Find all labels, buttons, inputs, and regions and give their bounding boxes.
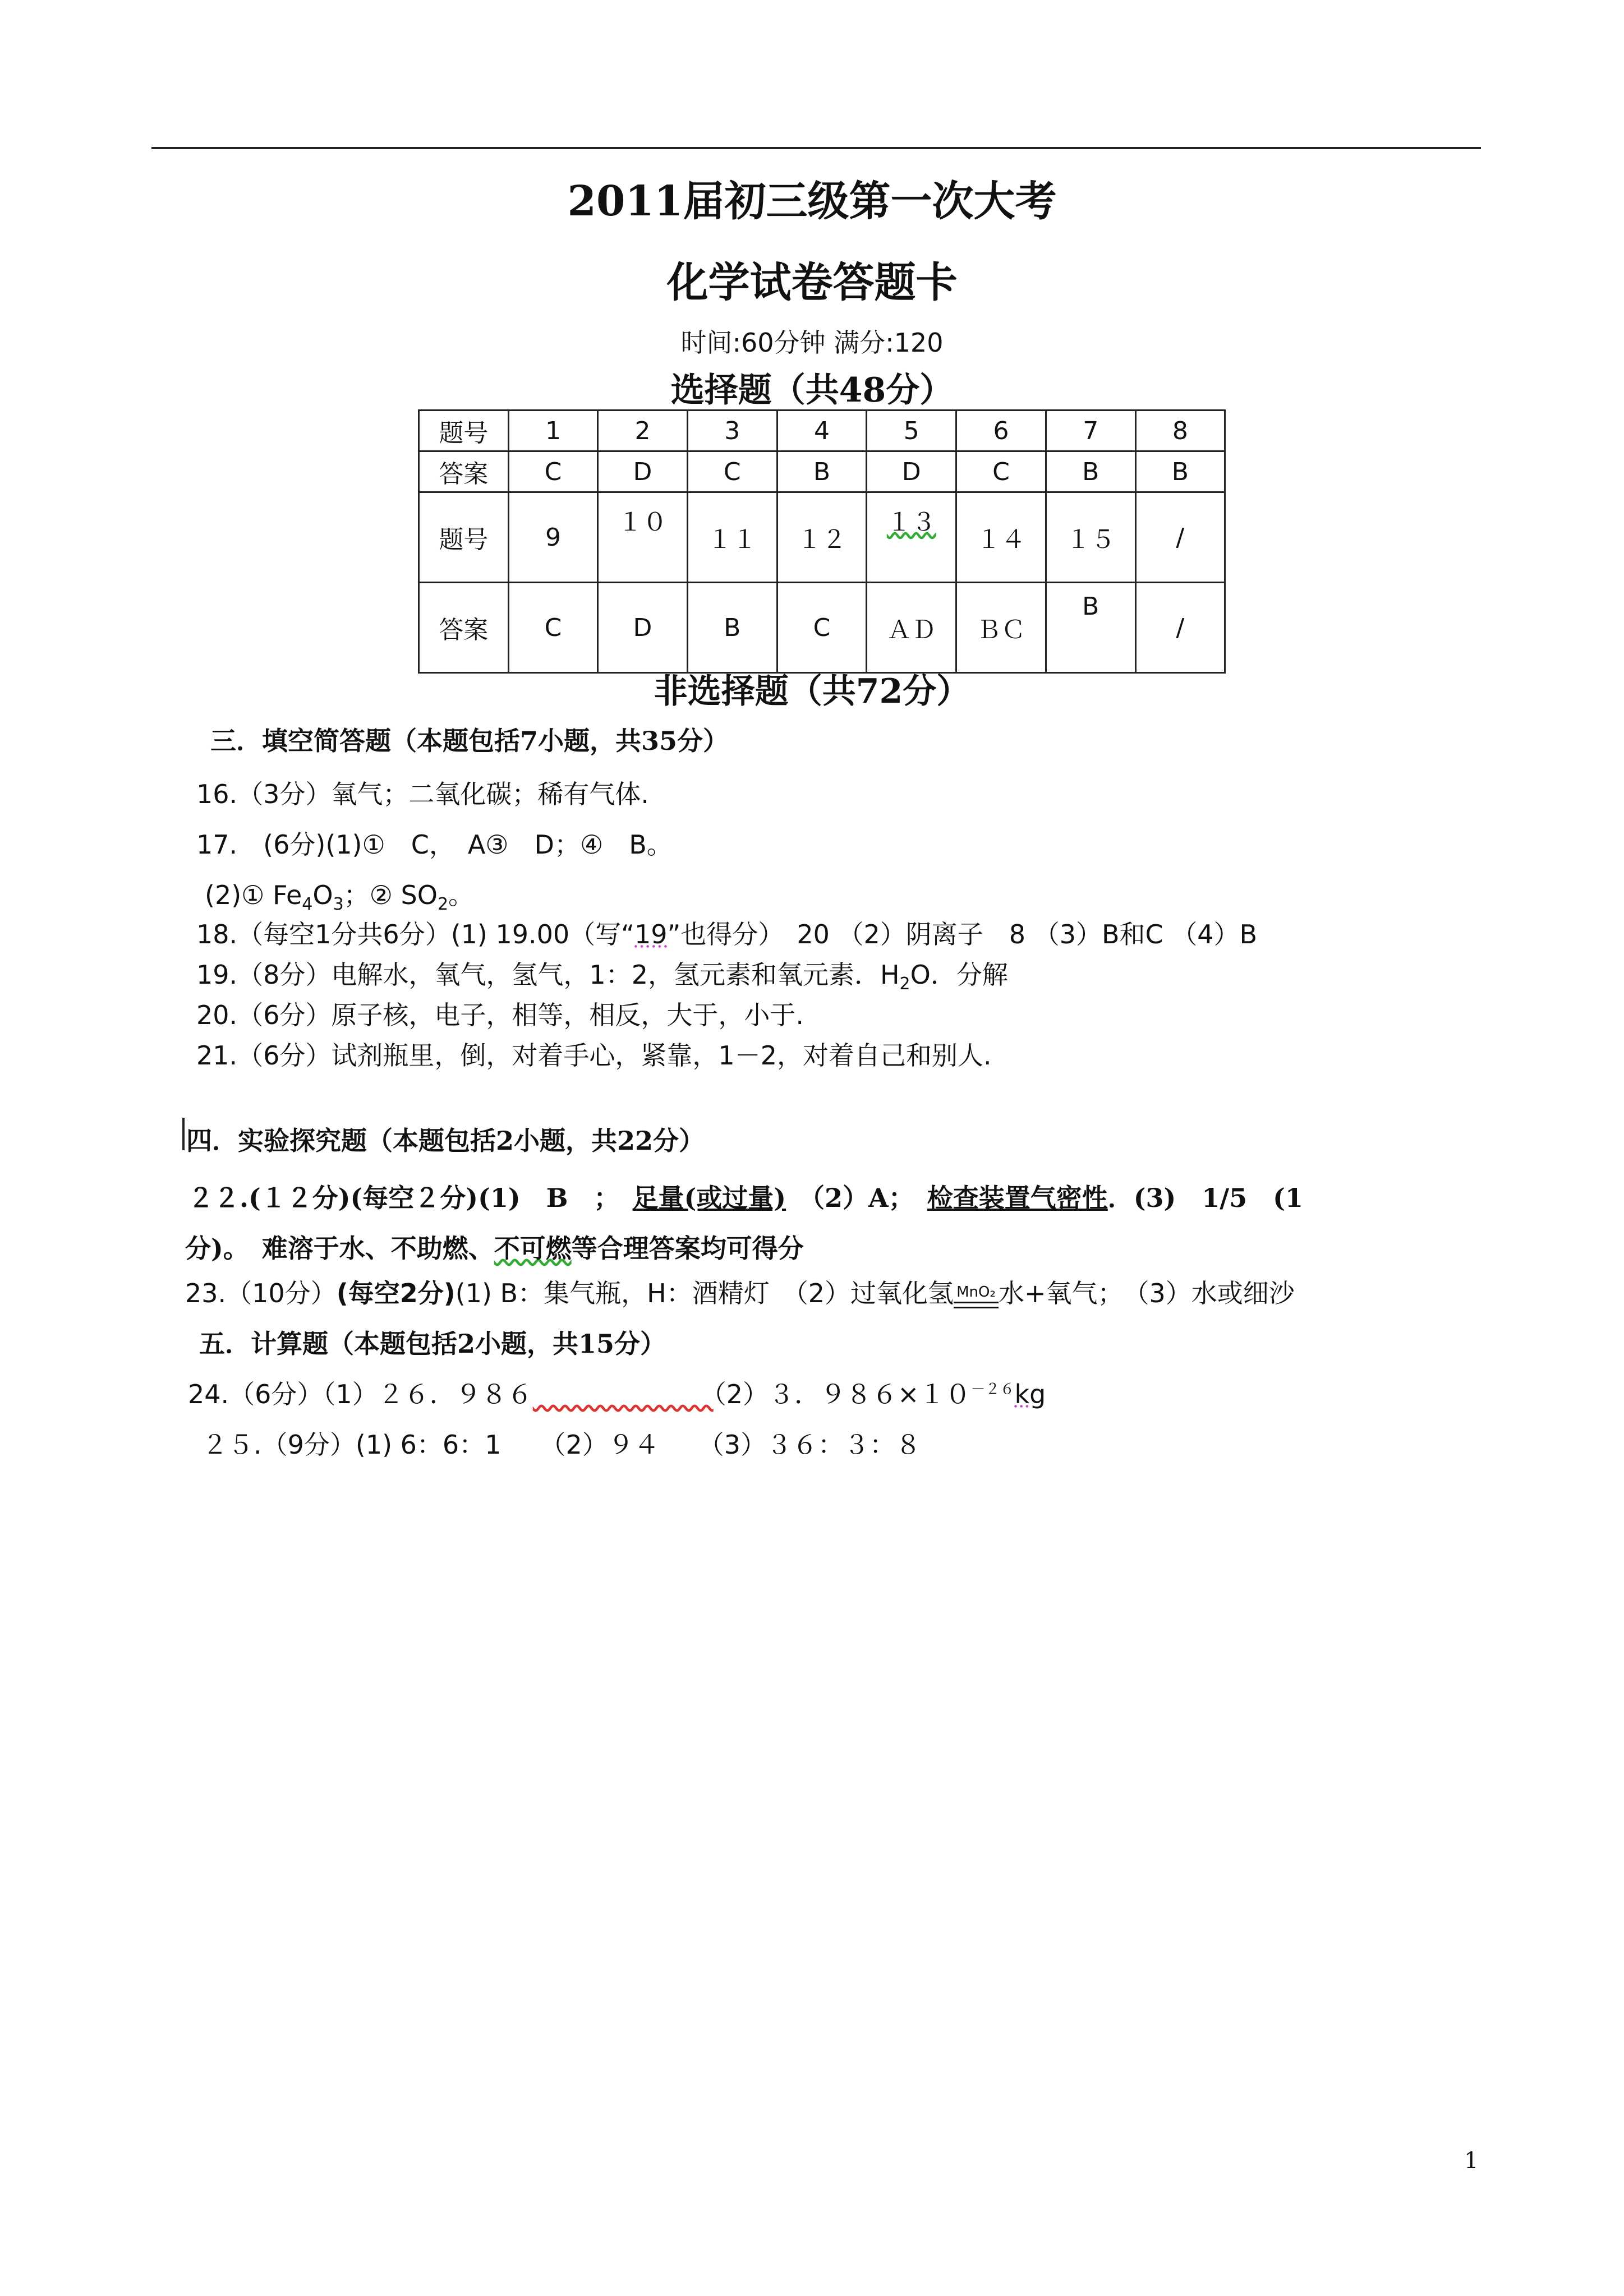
q22-text: (１２分)(每空２分)(1) B ；	[249, 1183, 607, 1213]
q24-unit: kg	[1014, 1379, 1046, 1409]
exam-meta: 时间:60分钟 满分:120	[680, 328, 944, 358]
row-label: 题号	[419, 492, 509, 583]
q24-blank	[533, 1379, 714, 1409]
answer-q20: 20.（6分）原子核，电子，相等，相反，大于，小于.	[196, 1000, 804, 1030]
choice-answer-table	[418, 409, 1226, 674]
page-number: 1	[1464, 2148, 1479, 2174]
answer-cell: B	[1135, 451, 1225, 492]
answer-q25: ２５.（9分）(1) 6：6：1 （2）９４ （3）３６：３：８	[202, 1430, 922, 1460]
answer-cell: D	[867, 451, 956, 492]
q19-text: O．分解	[910, 960, 1008, 990]
q22-text: 等合理答案均可得分	[571, 1233, 804, 1264]
table-row	[419, 411, 1225, 451]
row-label: 题号	[419, 411, 509, 451]
q17-subscript: 4	[302, 895, 313, 915]
answer-cell: ＢＣ	[956, 583, 1046, 673]
q24-exponent: －２６	[970, 1381, 1015, 1398]
answer-cell: C	[687, 451, 777, 492]
question-number: 5	[867, 411, 956, 451]
page-subtitle: 化学试卷答题卡	[666, 259, 958, 307]
q17-text: O	[312, 880, 333, 910]
text-cursor	[182, 1118, 185, 1150]
q23-text: (1) B：集气瓶，H：酒精灯 （2）过氧化氢	[455, 1278, 954, 1308]
answer-q18	[196, 914, 1257, 951]
choice-section-title: 选择题（共48分）	[670, 371, 954, 410]
answer-cell: B	[687, 583, 777, 673]
answer-q23	[185, 1273, 1295, 1310]
question-number: １０	[598, 492, 688, 583]
q19-subscript: 2	[899, 974, 910, 994]
answer-q22-part1	[188, 1178, 1303, 1215]
q23-text: (每空2分)	[336, 1278, 456, 1308]
q18-text: 18.（每空1分共6分）(1) 19.00（写“	[196, 919, 634, 949]
table-row	[419, 583, 1225, 673]
q22-text: ２２.	[188, 1183, 249, 1213]
question-number: 9	[508, 492, 597, 583]
q17-subscript: 2	[437, 895, 449, 915]
top-rule	[151, 147, 1481, 149]
row-label: 答案	[419, 583, 509, 673]
answer-q22-part2	[185, 1228, 804, 1265]
q22-text: 检查装置气密性	[927, 1183, 1108, 1213]
table-row	[419, 451, 1225, 492]
answer-cell: B	[777, 451, 867, 492]
q22-text: 足量(或过量)	[632, 1183, 786, 1213]
q17-text: 。	[448, 880, 475, 910]
answer-cell: C	[508, 451, 597, 492]
answer-cell: C	[508, 583, 597, 673]
question-number: １５	[1046, 492, 1135, 583]
q22-text: （2）A；	[812, 1183, 901, 1213]
question-number: 8	[1135, 411, 1225, 451]
row-label: 答案	[419, 451, 509, 492]
catalyst-label: MnO₂	[956, 1284, 996, 1301]
page-title: 2011届初三级第一次大考	[567, 177, 1057, 225]
catalyst-arrow	[954, 1285, 999, 1308]
answer-q24	[188, 1374, 1046, 1411]
q18-text: 19	[634, 919, 668, 949]
q22-text: 分)。 难溶于水、不助燃、	[185, 1233, 494, 1264]
part3-heading: 三．填空简答题（本题包括7小题，共35分）	[210, 726, 729, 756]
answer-cell: D	[598, 583, 688, 673]
q17-subscript: 3	[333, 895, 344, 915]
q18-text: ”也得分） 20 （2）阴离子 8 （3）B和C （4）B	[667, 919, 1258, 949]
question-number: 7	[1046, 411, 1135, 451]
q22-text: ．(3) 1/5 (1	[1107, 1183, 1303, 1213]
q24-text: 24.（6分）（1）２６．９８６	[188, 1379, 533, 1409]
question-number: 2	[598, 411, 688, 451]
answer-cell: C	[956, 451, 1046, 492]
question-number: 3	[687, 411, 777, 451]
question-number: １４	[956, 492, 1046, 583]
answer-cell: C	[777, 583, 867, 673]
answer-cell: B	[1046, 583, 1135, 673]
part5-heading: 五．计算题（本题包括2小题，共15分）	[199, 1329, 666, 1359]
question-number: /	[1135, 492, 1225, 583]
table-row	[419, 492, 1225, 583]
question-number: 4	[777, 411, 867, 451]
q23-text: 23.（10分）	[185, 1278, 337, 1308]
answer-cell: D	[598, 451, 688, 492]
q17-text: (2)① Fe	[205, 880, 302, 910]
q19-text: 19.（8分）电解水，氧气，氢气，1：2，氢元素和氧元素．H	[196, 960, 900, 990]
answer-q19	[196, 955, 1008, 994]
answer-cell: ＡＤ	[867, 583, 956, 673]
nonchoice-section-title: 非选择题（共72分）	[654, 672, 970, 711]
answer-cell: /	[1135, 583, 1225, 673]
q17-text: ；② SO	[343, 880, 438, 910]
q23-text: 水+氧气； （3）水或细沙	[998, 1278, 1295, 1308]
part4-heading: 四．实验探究题（本题包括2小题，共22分）	[186, 1126, 705, 1156]
question-number: １１	[687, 492, 777, 583]
question-number: 1	[508, 411, 597, 451]
answer-q21: 21.（6分）试剂瓶里，倒，对着手心，紧靠，1－2，对着自己和别人.	[196, 1040, 992, 1071]
answer-q17-part1: 17. (6分)(1)① C， A③ D；④ B。	[196, 829, 673, 860]
q22-text: 不可燃	[494, 1233, 572, 1264]
answer-cell: B	[1046, 451, 1135, 492]
answer-q17-part2	[205, 875, 474, 914]
q24-text: （2）３．９８６×１０	[713, 1379, 971, 1409]
question-number: １２	[777, 492, 867, 583]
question-number: 6	[956, 411, 1046, 451]
question-number: １３	[867, 492, 956, 583]
answer-q16: 16.（3分）氧气；二氧化碳；稀有气体.	[196, 779, 650, 809]
